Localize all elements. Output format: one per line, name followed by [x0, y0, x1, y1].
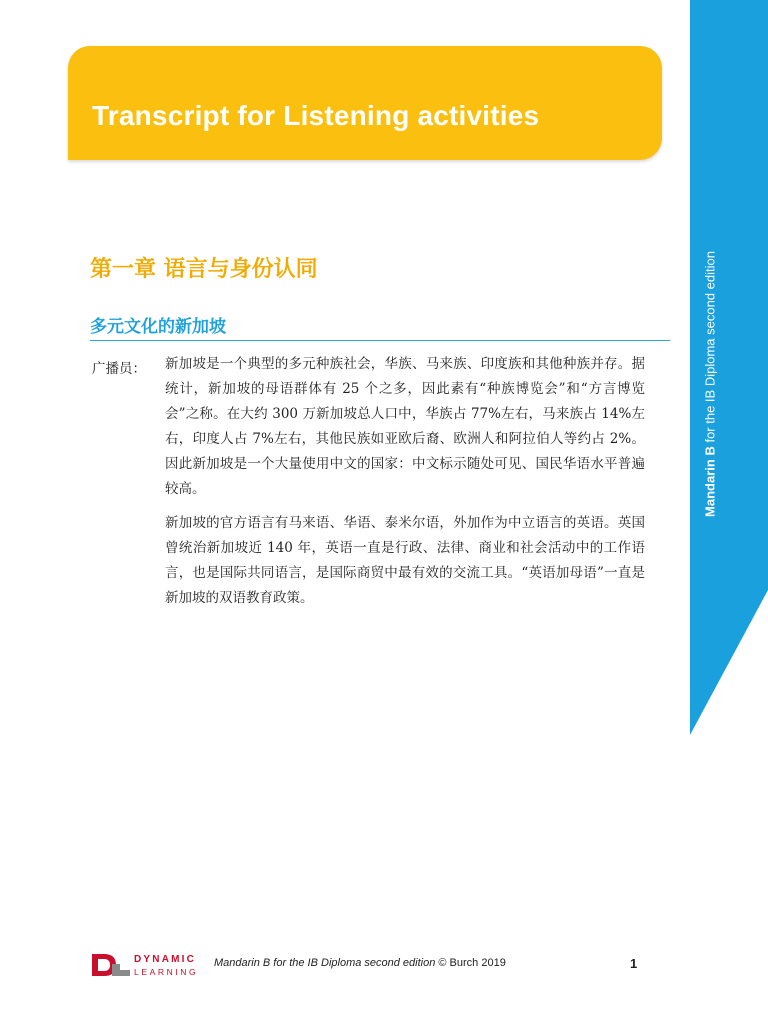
footer-book-title: Mandarin B for the IB Diploma second edition [214, 957, 436, 969]
section-title: 多元文化的新加坡 [90, 317, 226, 337]
logo-text-learning: LEARNING [134, 967, 199, 977]
title-banner [68, 46, 662, 160]
footer-copyright: © Burch 2019 [435, 957, 506, 969]
footer-citation [214, 957, 506, 969]
speaker-label: 广播员： [92, 361, 146, 377]
side-tab-title-bold: Mandarin B [702, 446, 718, 517]
chapter-title: 第一章 语言与身份认同 [90, 257, 318, 282]
logo-l-mark [112, 964, 130, 976]
transcript-paragraph: 新加坡的官方语言有马来语、华语、泰米尔语，外加作为中立语言的英语。英国曾统治新加坡近 140 年，英语一直是行政、法律、商业和社会活动中的工作语言，也是国际共同语言，是国际商贸中最有效的交流工具。“英语加母语”一直是新加坡的双语教育政策。 [165, 515, 645, 606]
page-number: 1 [630, 956, 638, 971]
dynamic-learning-logo [90, 950, 210, 980]
section-divider [90, 340, 670, 341]
side-tab-title-rest: for the IB Diploma second edition [702, 251, 718, 447]
transcript-paragraph: 新加坡是一个典型的多元种族社会，华族、马来族、印度族和其他种族并存。据统计，新加坡的母语群体有 25 个之多，因此素有“种族博览会”和“方言博览会”之称。在大约 300 万新加坡总人口中，华族占 77%左右，马来族占 14%左右，印度人占 7%左右，其他民族如亚欧后裔、欧洲人和阿拉伯人等约占 2%。因此新加坡是一个大量使用中文的国家：中文标示随处可见、国民华语水平普遍较高。 [165, 356, 645, 497]
page-title: Transcript for Listening activities [92, 100, 540, 131]
logo-text-dynamic: DYNAMIC [134, 954, 197, 965]
